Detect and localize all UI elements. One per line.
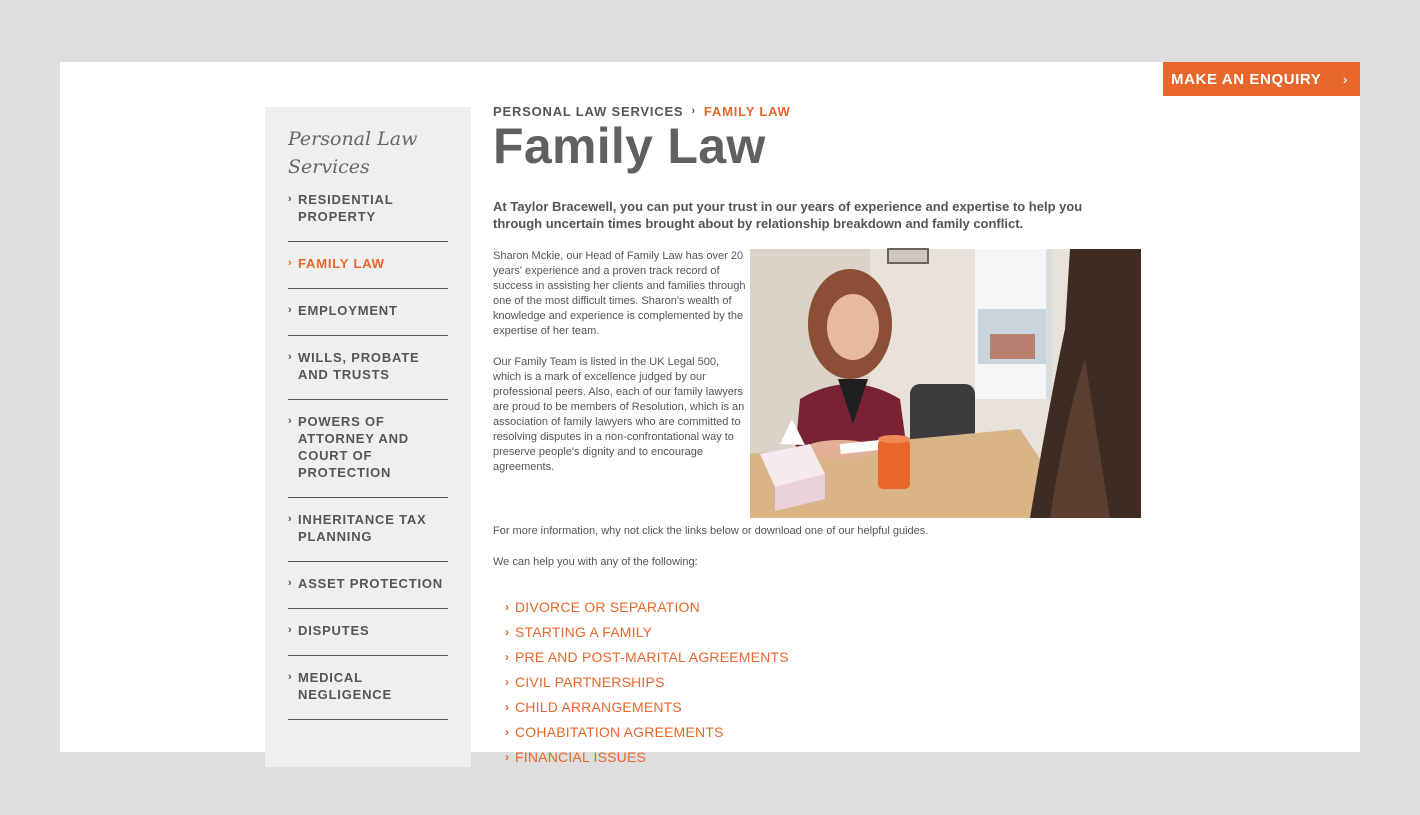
sidebar-item-label xyxy=(298,302,398,319)
make-an-enquiry-button[interactable] xyxy=(1163,62,1360,96)
service-link-label: CIVIL PARTNERSHIPS xyxy=(515,673,665,690)
chevron-right-icon: › xyxy=(505,674,509,689)
chevron-right-icon: › xyxy=(288,304,292,316)
service-link-label: DIVORCE OR SEPARATION xyxy=(515,598,700,615)
service-link-marital-agreements[interactable] xyxy=(505,644,1143,669)
sidebar-item-label xyxy=(298,575,443,592)
sidebar-item-medical-negligence[interactable] xyxy=(288,656,448,720)
chevron-right-icon: › xyxy=(288,671,292,683)
service-link-divorce[interactable] xyxy=(505,594,1143,619)
service-link-label: PRE AND POST-MARITAL AGREEMENTS xyxy=(515,648,789,665)
service-link-label: FINANCIAL ISSUES xyxy=(515,748,647,765)
label-line: POWERS OF xyxy=(298,414,385,429)
service-list xyxy=(505,594,1143,769)
sidebar-title-line: Personal Law xyxy=(288,128,418,150)
chevron-right-icon: › xyxy=(288,351,292,363)
paragraph: Sharon Mckie, our Head of Family Law has over 20 years' experience and a proven track record of success in assisting her clients and families through one of the most difficult times. Sharon's wealth of knowledge and experience is complemented by the expertise of her team. xyxy=(493,250,746,337)
chevron-right-icon: › xyxy=(505,624,509,639)
sidebar-title xyxy=(288,125,448,181)
sidebar-item-wills-probate-trusts[interactable] xyxy=(288,336,448,400)
service-link-financial-issues[interactable] xyxy=(505,744,1143,769)
sidebar-item-label xyxy=(298,669,392,703)
main-content xyxy=(493,102,1143,769)
label-line: INHERITANCE TAX xyxy=(298,512,427,527)
chevron-right-icon: › xyxy=(505,599,509,614)
paragraph: For more information, why not click the links below or download one of our helpful guides. xyxy=(493,525,929,537)
service-link-child-arrangements[interactable] xyxy=(505,694,1143,719)
service-link-starting-family[interactable] xyxy=(505,619,1143,644)
chevron-right-icon: › xyxy=(1342,71,1348,87)
label-line: PLANNING xyxy=(298,529,373,544)
chevron-right-icon: › xyxy=(288,577,292,589)
chevron-right-icon: › xyxy=(288,257,292,269)
intro-section xyxy=(493,249,1143,519)
breadcrumb-parent-link[interactable]: PERSONAL LAW SERVICES xyxy=(493,103,684,119)
chevron-right-icon: › xyxy=(505,724,509,739)
chevron-right-icon: › xyxy=(505,699,509,714)
service-link-label: COHABITATION AGREEMENTS xyxy=(515,723,724,740)
sidebar-item-disputes[interactable] xyxy=(288,609,448,656)
chevron-right-icon: › xyxy=(505,749,509,764)
sidebar-item-label xyxy=(298,413,409,481)
label-line: ATTORNEY AND xyxy=(298,431,409,446)
paragraph: We can help you with any of the following: xyxy=(493,556,698,568)
label-line: ASSET PROTECTION xyxy=(298,576,443,591)
lead-paragraph: At Taylor Bracewell, you can put your trust in our years of experience and expertise to help you through uncertain times brought about by relationship breakdown and family conflict. xyxy=(493,199,1083,231)
label-line: COURT OF xyxy=(298,448,373,463)
chevron-right-icon: › xyxy=(505,649,509,664)
chevron-right-icon: › xyxy=(288,624,292,636)
label-line: DISPUTES xyxy=(298,623,370,638)
sidebar-nav xyxy=(288,191,448,720)
label-line: FAMILY LAW xyxy=(298,256,385,271)
sidebar-item-label xyxy=(298,511,427,545)
sidebar-title-line: Services xyxy=(288,156,370,178)
sidebar-item-residential-property[interactable] xyxy=(288,191,448,242)
chevron-right-icon: › xyxy=(288,415,292,427)
label-line: AND TRUSTS xyxy=(298,367,390,382)
label-line: MEDICAL xyxy=(298,670,363,685)
label-line: NEGLIGENCE xyxy=(298,687,392,702)
page-title: Family Law xyxy=(493,118,766,174)
label-line: PROPERTY xyxy=(298,209,376,224)
page xyxy=(60,62,1360,765)
service-link-cohabitation[interactable] xyxy=(505,719,1143,744)
chevron-right-icon: › xyxy=(288,193,292,205)
sidebar-item-label xyxy=(298,349,419,383)
sidebar-item-inheritance-tax[interactable] xyxy=(288,498,448,562)
service-link-label: CHILD ARRANGEMENTS xyxy=(515,698,682,715)
chevron-right-icon: › xyxy=(288,513,292,525)
label-line: WILLS, PROBATE xyxy=(298,350,420,365)
breadcrumb-current: FAMILY LAW xyxy=(703,103,791,119)
sidebar-item-family-law[interactable] xyxy=(288,242,448,289)
label-line: PROTECTION xyxy=(298,465,392,480)
sidebar-item-powers-of-attorney[interactable] xyxy=(288,400,448,498)
intro-text xyxy=(493,249,749,491)
paragraph: Our Family Team is listed in the UK Legal 500, which is a mark of excellence judged by our professional peers. Also, each of our family lawyers are proud to be members of Resolution, which is an association of family lawyers who are committed to resolving disputes in a non-confrontational way to preserve people's dignity and to encourage agreements. xyxy=(493,356,745,473)
make-an-enquiry-label: MAKE AN ENQUIRY xyxy=(1171,70,1322,88)
sidebar-item-label xyxy=(298,191,393,225)
label-line: RESIDENTIAL xyxy=(298,192,394,207)
consultation-photo xyxy=(750,249,1141,518)
sidebar-item-label xyxy=(298,255,385,272)
sidebar-item-asset-protection[interactable] xyxy=(288,562,448,609)
label-line: EMPLOYMENT xyxy=(298,303,398,318)
service-link-civil-partnerships[interactable] xyxy=(505,669,1143,694)
chevron-right-icon: › xyxy=(691,105,696,117)
service-link-label: STARTING A FAMILY xyxy=(515,623,653,640)
sidebar-item-employment[interactable] xyxy=(288,289,448,336)
sidebar-item-label xyxy=(298,622,369,639)
sidebar xyxy=(265,107,471,767)
